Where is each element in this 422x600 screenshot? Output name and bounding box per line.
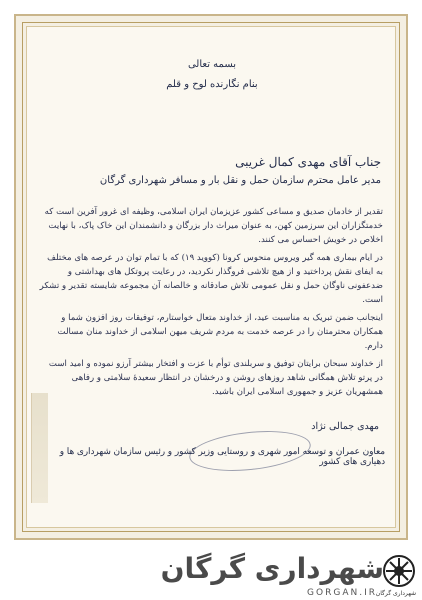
paragraph: تقدیر از خادمان صدیق و مساعی کشور عزیزمان ایران اسلامی، وظیفه ای غرور آفرین است که خدمتگزاران این سرزمین کهن، به عنوان میراث دار بزرگان و دانشمندان این خاک پاک، با نهایت اخلاص در خویش احساس می کنند.	[44, 207, 383, 245]
watermark-url: GORGAN.IR	[307, 588, 377, 598]
subject-line: مدیر عامل محترم سازمان حمل و نقل بار و مسافر شهرداری گرگان	[99, 175, 381, 186]
side-ornament	[31, 393, 48, 503]
bismillah: بسمه تعالی	[187, 59, 237, 70]
gorgan-municipality-logo-icon	[382, 554, 416, 588]
letter-sheet	[26, 26, 396, 528]
signatory-title: معاون عمران و توسعه امور شهری و روستایی وزیر کشور و رئیس سازمان شهرداری ها و دهیاری های کشور	[59, 447, 385, 467]
paragraph: در ایام بیماری همه گیر ویروس منحوس کرونا (کووید ۱۹) که با تمام توان در عرصه های مختلف به ایفای نقش پرداختید و از هیچ تلاشی فروگذار نکردید، در رعایت پروتکل های بهداشتی و ضدعفونی ناوگان حمل و نقل عمومی تلاش صادقانه و خالصانه آن مجموعه شایسته تقدیر و تشکر است.	[39, 253, 383, 305]
signatory-name: مهدی جمالی نژاد	[311, 421, 379, 432]
watermark-brand: شهرداری گرگان	[160, 552, 384, 585]
addressee: جناب آقای مهدی کمال غریبی	[235, 155, 381, 169]
watermark-icon-label: شهرداری گرگان	[375, 590, 416, 597]
invocation: بنام نگارنده لوح و قلم	[166, 79, 258, 90]
paragraph: از خداوند سبحان برایتان توفیق و سربلندی توأم با عزت و افتخار بیشتر آرزو نموده و امید است در پرتو تلاش همگانی شاهد روزهای روشن و درخشان در انتظار سعیدۀ سلامتی و رفاهی همشهریان عزیز و جمهوری اسلامی ایران باشید.	[48, 359, 383, 397]
letter-body	[39, 205, 383, 403]
paragraph: اینجانب ضمن تبریک به مناسبت عید، از خداوند متعال خواستارم، توفیقات روز افزون شما و همکاران محترمتان را در عرصه خدمت به مردم شریف میهن اسلامی از خداوند منان مسالت دارم.	[57, 313, 383, 351]
